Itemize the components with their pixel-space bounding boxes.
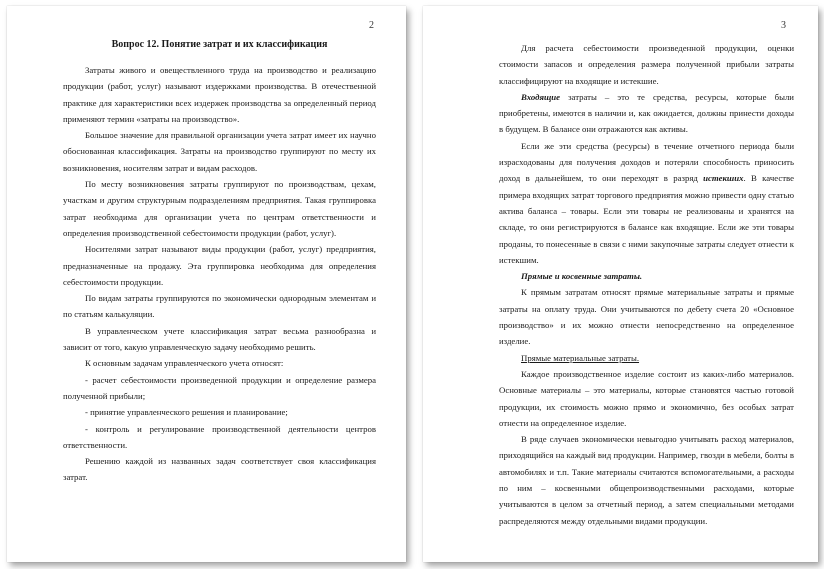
document-page-left [7, 6, 406, 562]
paragraph: К прямым затратам относят прямые материальные затраты и прямые затраты на оплату труда. Они учитываются по дебету счета 20 «Основное производство» и их можно отнести непосредственно на определенное изделие. [499, 287, 794, 347]
paragraph: По месту возникновения затраты группируют по производствам, цехам, участкам и другим структурным подразделениям предприятия. Такая группировка затрат необходима для организации учета по центрам ответственности и определения производственной себестоимости продукции (работ, услуг). [63, 179, 376, 238]
section-heading: Прямые и косвенные затраты. [521, 271, 643, 282]
list-item: - контроль и регулирование производственной деятельности центров ответственности. [63, 423, 376, 450]
page-title: Вопрос 12. Понятие затрат и их классификация [111, 39, 328, 50]
list-item: - принятие управленческого решения и планирование; [85, 407, 288, 418]
page-content [499, 40, 794, 529]
term-incoming: Входящие [521, 91, 561, 102]
paragraph: По видам затраты группируются по экономически однородным элементам и по статьям калькуляции. [63, 293, 376, 320]
paragraph: В ряде случаев экономически невыгодно учитывать расход материалов, приходящийся на каждый вид продукции. Например, гвозди в мебели, болты в автомобилях и т.п. Такие материалы считаются вспомогательными, а расходы по ним – косвенными общепроизводственными расходами, которые учитываются в целом за отчетный период, а затем специальными методами распределяются между отдельными видами продукции. [499, 434, 794, 526]
paragraph: Решению каждой из названных задач соответствует своя классификация затрат. [63, 456, 376, 483]
section-heading: Прямые материальные затраты. [521, 352, 640, 363]
paragraph-text: Если же эти средства (ресурсы) в течение отчетного периода были израсходованы для получения доходов и потеряли способность приносить доход в дальнейшем, то они переходят в разряд [499, 140, 794, 184]
list-item: - расчет себестоимости произведенной продукции и определение размера полученной прибыли; [63, 374, 376, 401]
paragraph: В управленческом учете классификация затрат весьма разнообразна и зависит от того, какую управленческую задачу необходимо решить. [63, 325, 376, 353]
paragraph [499, 138, 794, 268]
page-number: 2 [369, 20, 374, 31]
page-content [63, 38, 376, 486]
paragraph: К основным задачам управленческого учета относят: [85, 358, 284, 369]
paragraph-text: . В качестве примера входящих затрат торгового предприятия можно привести одну статью актива баланса – товары. Если эти товары не реализованы и хранятся на складе, то они регистрируются в балансе как входящие. Если же эти товары проданы, то понесенные в связи с ними закупочные затраты следует отнести к истекшим. [499, 173, 794, 265]
term-expired: истекших [703, 173, 744, 184]
paragraph: Для расчета себестоимости произведенной продукции, оценки стоимости запасов и определения размера полученной прибыли затраты классифицируют на входящие и истекшие. [499, 43, 794, 86]
paragraph: Носителями затрат называют виды продукции (работ, услуг) предприятия, предназначенные на продажу. Эта группировка необходима для определения себестоимости продукции. [63, 244, 376, 287]
paragraph: Затраты живого и овеществленного труда на производство и реализацию продукции (работ, услуг) называют издержками производства. В отечественной практике для характеристики всех издержек производства за определенный период применяют термин «затраты на производство». [63, 65, 376, 124]
paragraph [499, 89, 794, 138]
paragraph-text: затраты – это те средства, ресурсы, которые были приобретены, имеются в наличии и, как ожидается, должны принести доходы в будущем. В балансе они отражаются как активы. [499, 91, 794, 135]
paragraph: Каждое производственное изделие состоит из каких-либо материалов. Основные материалы – это материалы, которые становятся частью готовой продукции, их стоимость можно прямо и экономично, без особых затрат отнести на определенное изделие. [499, 368, 794, 428]
paragraph: Большое значение для правильной организации учета затрат имеет их научно обоснованная классификация. Затраты на производство группируют по месту их возникновения, носителям затрат и видам расходов. [63, 130, 376, 173]
page-number: 3 [781, 20, 786, 31]
document-page-right [423, 6, 818, 562]
